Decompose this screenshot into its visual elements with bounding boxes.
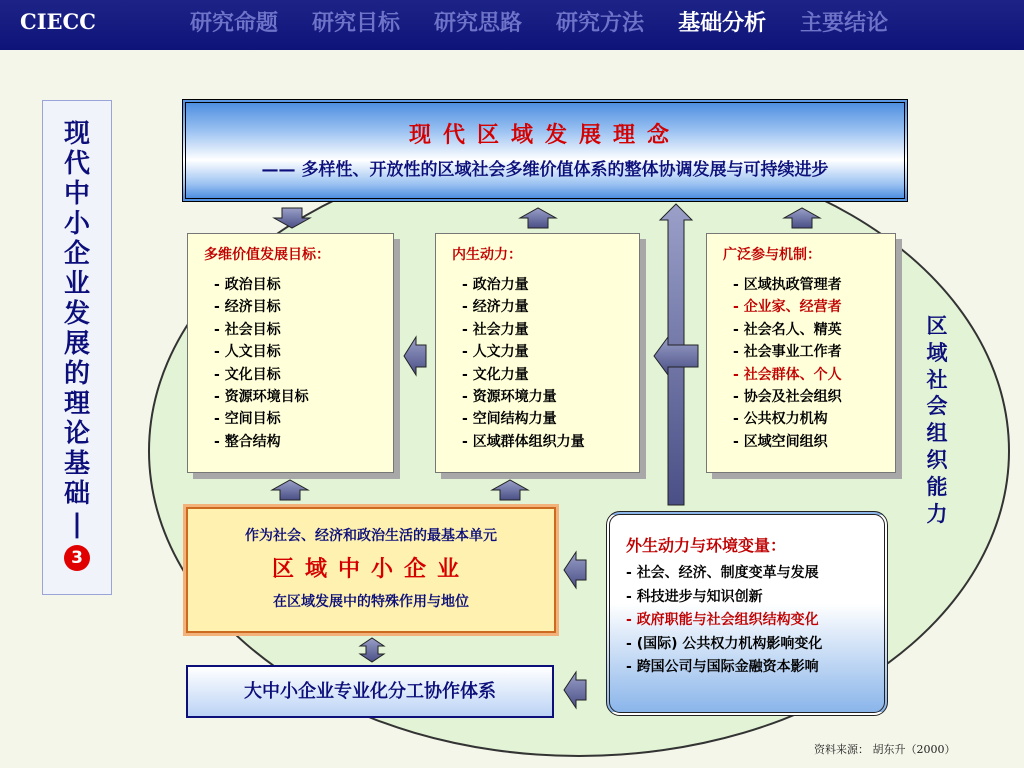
development-concept-box <box>182 99 908 202</box>
goals-item: - 人文目标 <box>214 341 393 363</box>
sme-role: 在区域发展中的特殊作用与地位 <box>273 594 469 610</box>
goals-item: - 文化目标 <box>214 364 393 386</box>
forces-item: - 政治力量 <box>462 274 639 296</box>
nav-item-topic[interactable]: 研究命题 <box>190 11 279 36</box>
forces-title: 内生动力： <box>452 247 522 263</box>
forces-item: - 空间结构力量 <box>462 408 639 430</box>
nav-item-methods[interactable]: 研究方法 <box>556 11 645 36</box>
participation-item: - 社会事业工作者 <box>733 341 895 363</box>
left-title-number: 3 <box>64 545 90 571</box>
external-item: - 跨国公司与国际金融资本影响 <box>626 656 884 680</box>
brand-logo: CIECC <box>20 9 96 34</box>
nav-item-goals[interactable]: 研究目标 <box>312 11 401 36</box>
left-title-text: 现代中小企业发展的理论基础 <box>63 119 90 509</box>
participation-item: - 公共权力机构 <box>733 408 895 430</box>
goals-box <box>187 233 394 473</box>
forces-item: - 社会力量 <box>462 319 639 341</box>
arrow-up-sme-to-forces <box>492 480 528 500</box>
goals-item: - 经济目标 <box>214 296 393 318</box>
goals-item: - 政治目标 <box>214 274 393 296</box>
external-item: - 科技进步与知识创新 <box>626 586 884 610</box>
participation-title: 广泛参与机制： <box>723 247 821 263</box>
source-note: 资料来源： 胡东升（2000） <box>814 743 956 756</box>
participation-item: - 区域执政管理者 <box>733 274 895 296</box>
goals-item: - 社会目标 <box>214 319 393 341</box>
left-title-bar: | <box>72 509 82 539</box>
external-title: 外生动力与环境变量： <box>626 536 787 555</box>
participation-box <box>706 233 896 473</box>
nav-item-basic-analysis[interactable]: 基础分析 <box>678 11 767 36</box>
external-forces-box <box>606 511 888 716</box>
regional-sme-box <box>186 507 556 633</box>
sme-description: 作为社会、经济和政治生活的最基本单元 <box>245 528 497 544</box>
participation-item: - 协会及社会组织 <box>733 386 895 408</box>
goals-item: - 空间目标 <box>214 408 393 430</box>
concept-subtitle: —— 多样性、开放性的区域社会多维价值体系的整体协调发展与可持续进步 <box>261 160 829 180</box>
arrow-left-external-to-division <box>564 672 586 708</box>
goals-title: 多维价值发展目标： <box>204 247 330 263</box>
forces-item: - 区域群体组织力量 <box>462 431 639 453</box>
goals-item: - 资源环境目标 <box>214 386 393 408</box>
participation-item: - 区域空间组织 <box>733 431 895 453</box>
nav-item-approach[interactable]: 研究思路 <box>434 11 523 36</box>
arrow-up-participation-to-concept <box>784 208 820 228</box>
arrow-down-concept-to-goals <box>274 208 310 228</box>
external-item: - 社会、经济、制度变革与发展 <box>626 562 884 586</box>
nav-item-conclusions[interactable]: 主要结论 <box>800 11 889 36</box>
arrow-double-sme-division <box>360 638 384 662</box>
concept-title: 现代区域发展理念 <box>408 123 681 148</box>
external-item: - (国际) 公共权力机构影响变化 <box>626 633 884 657</box>
arrow-up-sme-to-goals <box>272 480 308 500</box>
arrow-left-external-to-sme <box>564 552 586 588</box>
external-item-highlight: - 政府职能与社会组织结构变化 <box>626 609 884 633</box>
sme-title: 区域中小企业 <box>271 557 470 582</box>
participation-item-highlight: - 企业家、经营者 <box>733 296 895 318</box>
forces-box <box>435 233 640 473</box>
forces-item: - 资源环境力量 <box>462 386 639 408</box>
forces-item: - 人文力量 <box>462 341 639 363</box>
right-vertical-label: 区域社会组织能力 <box>926 314 948 526</box>
forces-item: - 经济力量 <box>462 296 639 318</box>
arrow-up-forces-to-concept <box>520 208 556 228</box>
participation-item: - 社会名人、精英 <box>733 319 895 341</box>
arrow-left-forces-to-goals <box>404 337 426 375</box>
forces-item: - 文化力量 <box>462 364 639 386</box>
division-system-box: 大中小企业专业化分工协作体系 <box>186 665 554 718</box>
participation-item-highlight: - 社会群体、个人 <box>733 364 895 386</box>
goals-item: - 整合结构 <box>214 431 393 453</box>
